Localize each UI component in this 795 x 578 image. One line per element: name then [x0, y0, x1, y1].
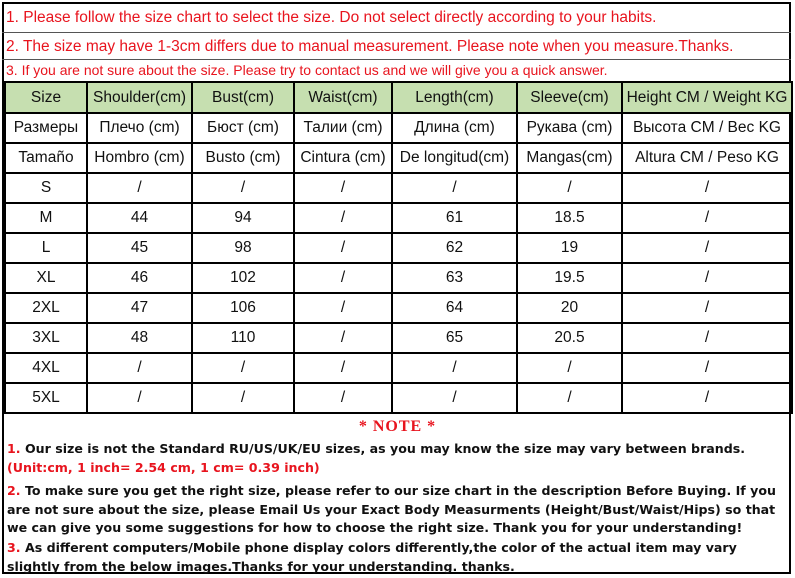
table-cell: / — [294, 173, 392, 203]
table-cell: / — [622, 383, 792, 413]
unit-conversion: (Unit:cm, 1 inch= 2.54 cm, 1 cm= 0.39 inch) — [7, 459, 320, 475]
table-cell: 98 — [192, 233, 294, 263]
header-cell: Bust(cm) — [192, 82, 294, 113]
top-note-1: 1. Please follow the size chart to select the size. Do not select directly according to your habits. — [6, 9, 657, 26]
table-row — [5, 173, 792, 203]
table-cell: 18.5 — [517, 203, 622, 233]
table-row — [5, 293, 792, 323]
size-cell: 3XL — [5, 323, 87, 353]
note-item-3 — [7, 539, 789, 576]
header-cell: Length(cm) — [392, 82, 517, 113]
table-cell: 44 — [87, 203, 192, 233]
header-cell: Tamaño — [5, 143, 87, 173]
table-cell: / — [392, 173, 517, 203]
size-cell: S — [5, 173, 87, 203]
size-cell: M — [5, 203, 87, 233]
table-cell: 20 — [517, 293, 622, 323]
note-text: Our size is not the Standard RU/US/UK/EU sizes, as you may know the size may vary between brands. — [24, 441, 746, 456]
note-item-2 — [7, 482, 789, 538]
size-cell: L — [5, 233, 87, 263]
size-cell: 4XL — [5, 353, 87, 383]
header-cell: Size — [5, 82, 87, 113]
table-cell: / — [294, 383, 392, 413]
header-cell: Бюст (cm) — [192, 113, 294, 143]
header-cell: Hombro (cm) — [87, 143, 192, 173]
separator — [2, 59, 791, 60]
table-cell: 63 — [392, 263, 517, 293]
table-cell: / — [192, 353, 294, 383]
header-cell: Длина (cm) — [392, 113, 517, 143]
table-cell: / — [392, 353, 517, 383]
header-cell: Плечо (cm) — [87, 113, 192, 143]
header-cell: Рукава (cm) — [517, 113, 622, 143]
table-row — [5, 233, 792, 263]
table-cell: / — [294, 263, 392, 293]
table-cell: 106 — [192, 293, 294, 323]
header-cell: Shoulder(cm) — [87, 82, 192, 113]
table-cell: 61 — [392, 203, 517, 233]
table-cell: / — [294, 203, 392, 233]
table-row — [5, 353, 792, 383]
table-cell: / — [392, 383, 517, 413]
table-cell: / — [622, 233, 792, 263]
table-cell: 64 — [392, 293, 517, 323]
note-text: As different computers/Mobile phone display colors differently,the color of the actual item may vary slightly from the below images.Thanks for your understanding. thanks. — [7, 540, 737, 574]
header-cell: Sleeve(cm) — [517, 82, 622, 113]
table-cell: / — [294, 323, 392, 353]
size-cell: XL — [5, 263, 87, 293]
header-cell: Талии (cm) — [294, 113, 392, 143]
table-cell: 19.5 — [517, 263, 622, 293]
size-cell: 5XL — [5, 383, 87, 413]
table-cell: / — [622, 323, 792, 353]
table-cell: / — [294, 233, 392, 263]
note-title: * NOTE * — [358, 418, 437, 435]
spanish-header-row — [5, 143, 792, 173]
header-cell: Altura CM / Peso KG — [622, 143, 792, 173]
size-table — [4, 81, 793, 414]
table-cell: / — [87, 173, 192, 203]
header-row — [5, 82, 792, 113]
table-cell: 47 — [87, 293, 192, 323]
table-cell: / — [87, 383, 192, 413]
header-cell: Cintura (cm) — [294, 143, 392, 173]
table-row — [5, 383, 792, 413]
table-row — [5, 263, 792, 293]
note-number: 3. — [7, 540, 21, 555]
header-cell: Высота CM / Вес KG — [622, 113, 792, 143]
table-cell: 94 — [192, 203, 294, 233]
separator — [2, 32, 791, 33]
table-cell: / — [622, 263, 792, 293]
header-cell: Waist(cm) — [294, 82, 392, 113]
header-cell: Mangas(cm) — [517, 143, 622, 173]
table-cell: 48 — [87, 323, 192, 353]
table-cell: 46 — [87, 263, 192, 293]
header-cell: Размеры — [5, 113, 87, 143]
table-cell: / — [622, 203, 792, 233]
note-item-1 — [7, 440, 789, 477]
table-cell: 20.5 — [517, 323, 622, 353]
header-cell: Height CM / Weight KG — [622, 82, 792, 113]
table-cell: / — [517, 173, 622, 203]
table-row — [5, 323, 792, 353]
top-note-3: 3. If you are not sure about the size. Please try to contact us and we will give you a quick answer. — [6, 62, 608, 78]
table-row — [5, 203, 792, 233]
table-cell: / — [622, 173, 792, 203]
table-cell: / — [622, 353, 792, 383]
note-text: To make sure you get the right size, please refer to our size chart in the description Before Buying. If you are not sure about the size, please Email Us your Exact Body Measurments (Height/Bust/Waist/Hips) so that we can give you some suggestions for how to choose the right size. Thank you for your understanding! — [7, 483, 776, 535]
table-cell: 65 — [392, 323, 517, 353]
table-cell: / — [517, 383, 622, 413]
table-cell: 19 — [517, 233, 622, 263]
header-cell: Busto (cm) — [192, 143, 294, 173]
table-cell: / — [192, 383, 294, 413]
table-cell: / — [517, 353, 622, 383]
table-cell: / — [294, 353, 392, 383]
header-cell: De longitud(cm) — [392, 143, 517, 173]
top-note-2: 2. The size may have 1-3cm differs due to manual measurement. Please note when you measure.Thanks. — [6, 38, 734, 55]
size-cell: 2XL — [5, 293, 87, 323]
table-cell: / — [622, 293, 792, 323]
note-number: 2. — [7, 483, 21, 498]
note-number: 1. — [7, 441, 21, 456]
table-cell: 62 — [392, 233, 517, 263]
table-cell: / — [294, 293, 392, 323]
table-cell: 110 — [192, 323, 294, 353]
table-cell: 45 — [87, 233, 192, 263]
table-cell: 102 — [192, 263, 294, 293]
table-cell: / — [87, 353, 192, 383]
russian-header-row — [5, 113, 792, 143]
table-cell: / — [192, 173, 294, 203]
